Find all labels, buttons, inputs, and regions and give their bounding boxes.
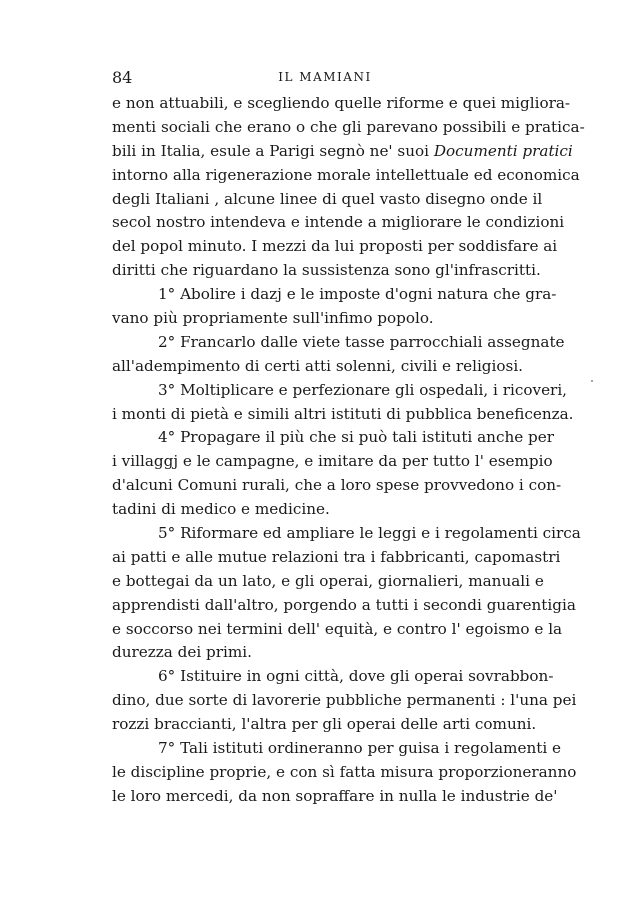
text-line: diritti che riguardano la sussistenza sono gl'infrascritti.: [112, 261, 541, 280]
text-line: apprendisti dall'altro, porgendo a tutti i secondi guarentigia: [112, 595, 576, 614]
text-line: e soccorso nei termini dell' equità, e contro l' egoismo e la: [112, 619, 563, 638]
body-text: [112, 92, 585, 809]
paragraph: [112, 331, 565, 379]
italic-title: Documenti pratici: [433, 141, 573, 160]
text-line: 2° Francarlo dalle viete tasse parrocchiali assegnate: [158, 332, 565, 351]
text-line: degli Italiani , alcune linee di quel vasto disegno onde il: [112, 189, 543, 208]
paragraph: [112, 737, 577, 809]
text-line: 5° Riformare ed ampliare le leggi e i regolamenti circa: [158, 524, 581, 543]
paragraph: [112, 665, 577, 737]
page-header: [112, 68, 538, 88]
running-head: IL MAMIANI: [278, 70, 372, 84]
paragraph: [112, 379, 574, 427]
text-line: dino, due sorte di lavorerie pubbliche permanenti : l'una pei: [112, 691, 577, 710]
paragraph: [112, 522, 581, 665]
text-line: intorno alla rigenerazione morale intellettuale ed economica: [112, 165, 580, 184]
text-line: tadini di medico e medicine.: [112, 500, 330, 519]
text-line: le discipline proprie, e con sì fatta misura proporzioneranno: [112, 762, 577, 781]
text-line: [112, 140, 573, 164]
text-line: 7° Tali istituti ordineranno per guisa i regolamenti e: [158, 739, 562, 758]
text-line: 3° Moltiplicare e perfezionare gli ospedali, i ricoveri,: [158, 380, 568, 399]
text-line: menti sociali che erano o che gli parevano possibili e pratica-: [112, 117, 585, 136]
text-line: i villaggj e le campagne, e imitare da per tutto l' esempio: [112, 452, 553, 471]
text-line: d'alcuni Comuni rurali, che a loro spese provvedono i con-: [112, 476, 562, 495]
text-line: le loro mercedi, da non sopraffare in nulla le industrie de': [112, 786, 558, 805]
paragraph: [112, 92, 585, 283]
text-line: i monti di pietà e simili altri istituti di pubblica beneficenza.: [112, 404, 574, 423]
text-segment: bili in Italia, esule a Parigi segnò ne' suoi: [112, 141, 434, 160]
paragraph: [112, 426, 562, 522]
page-number: 84: [112, 68, 133, 87]
text-line: ai patti e alle mutue relazioni tra i fabbricanti, capomastri: [112, 547, 561, 566]
text-line: 4° Propagare il più che si può tali istituti anche per: [158, 428, 555, 447]
text-line: secol nostro intendeva e intende a migliorare le condizioni: [112, 213, 565, 232]
paragraph: [112, 283, 557, 331]
text-line: durezza dei primi.: [112, 643, 252, 662]
text-line: del popol minuto. I mezzi da lui proposti per soddisfare ai: [112, 237, 558, 256]
text-line: e bottegai da un lato, e gli operai, giornalieri, manuali e: [112, 571, 544, 590]
paper-speck: [591, 380, 593, 382]
text-line: 6° Istituire in ogni città, dove gli operai sovrabbon-: [158, 667, 554, 686]
text-line: all'adempimento di certi atti solenni, civili e religiosi.: [112, 356, 524, 375]
text-line: vano più propriamente sull'infimo popolo.: [112, 309, 434, 328]
text-line: 1° Abolire i dazj e le imposte d'ogni natura che gra-: [158, 285, 557, 304]
text-line: e non attuabili, e scegliendo quelle riforme e quei migliora-: [112, 94, 571, 112]
text-line: rozzi braccianti, l'altra per gli operai delle arti comuni.: [112, 715, 537, 734]
